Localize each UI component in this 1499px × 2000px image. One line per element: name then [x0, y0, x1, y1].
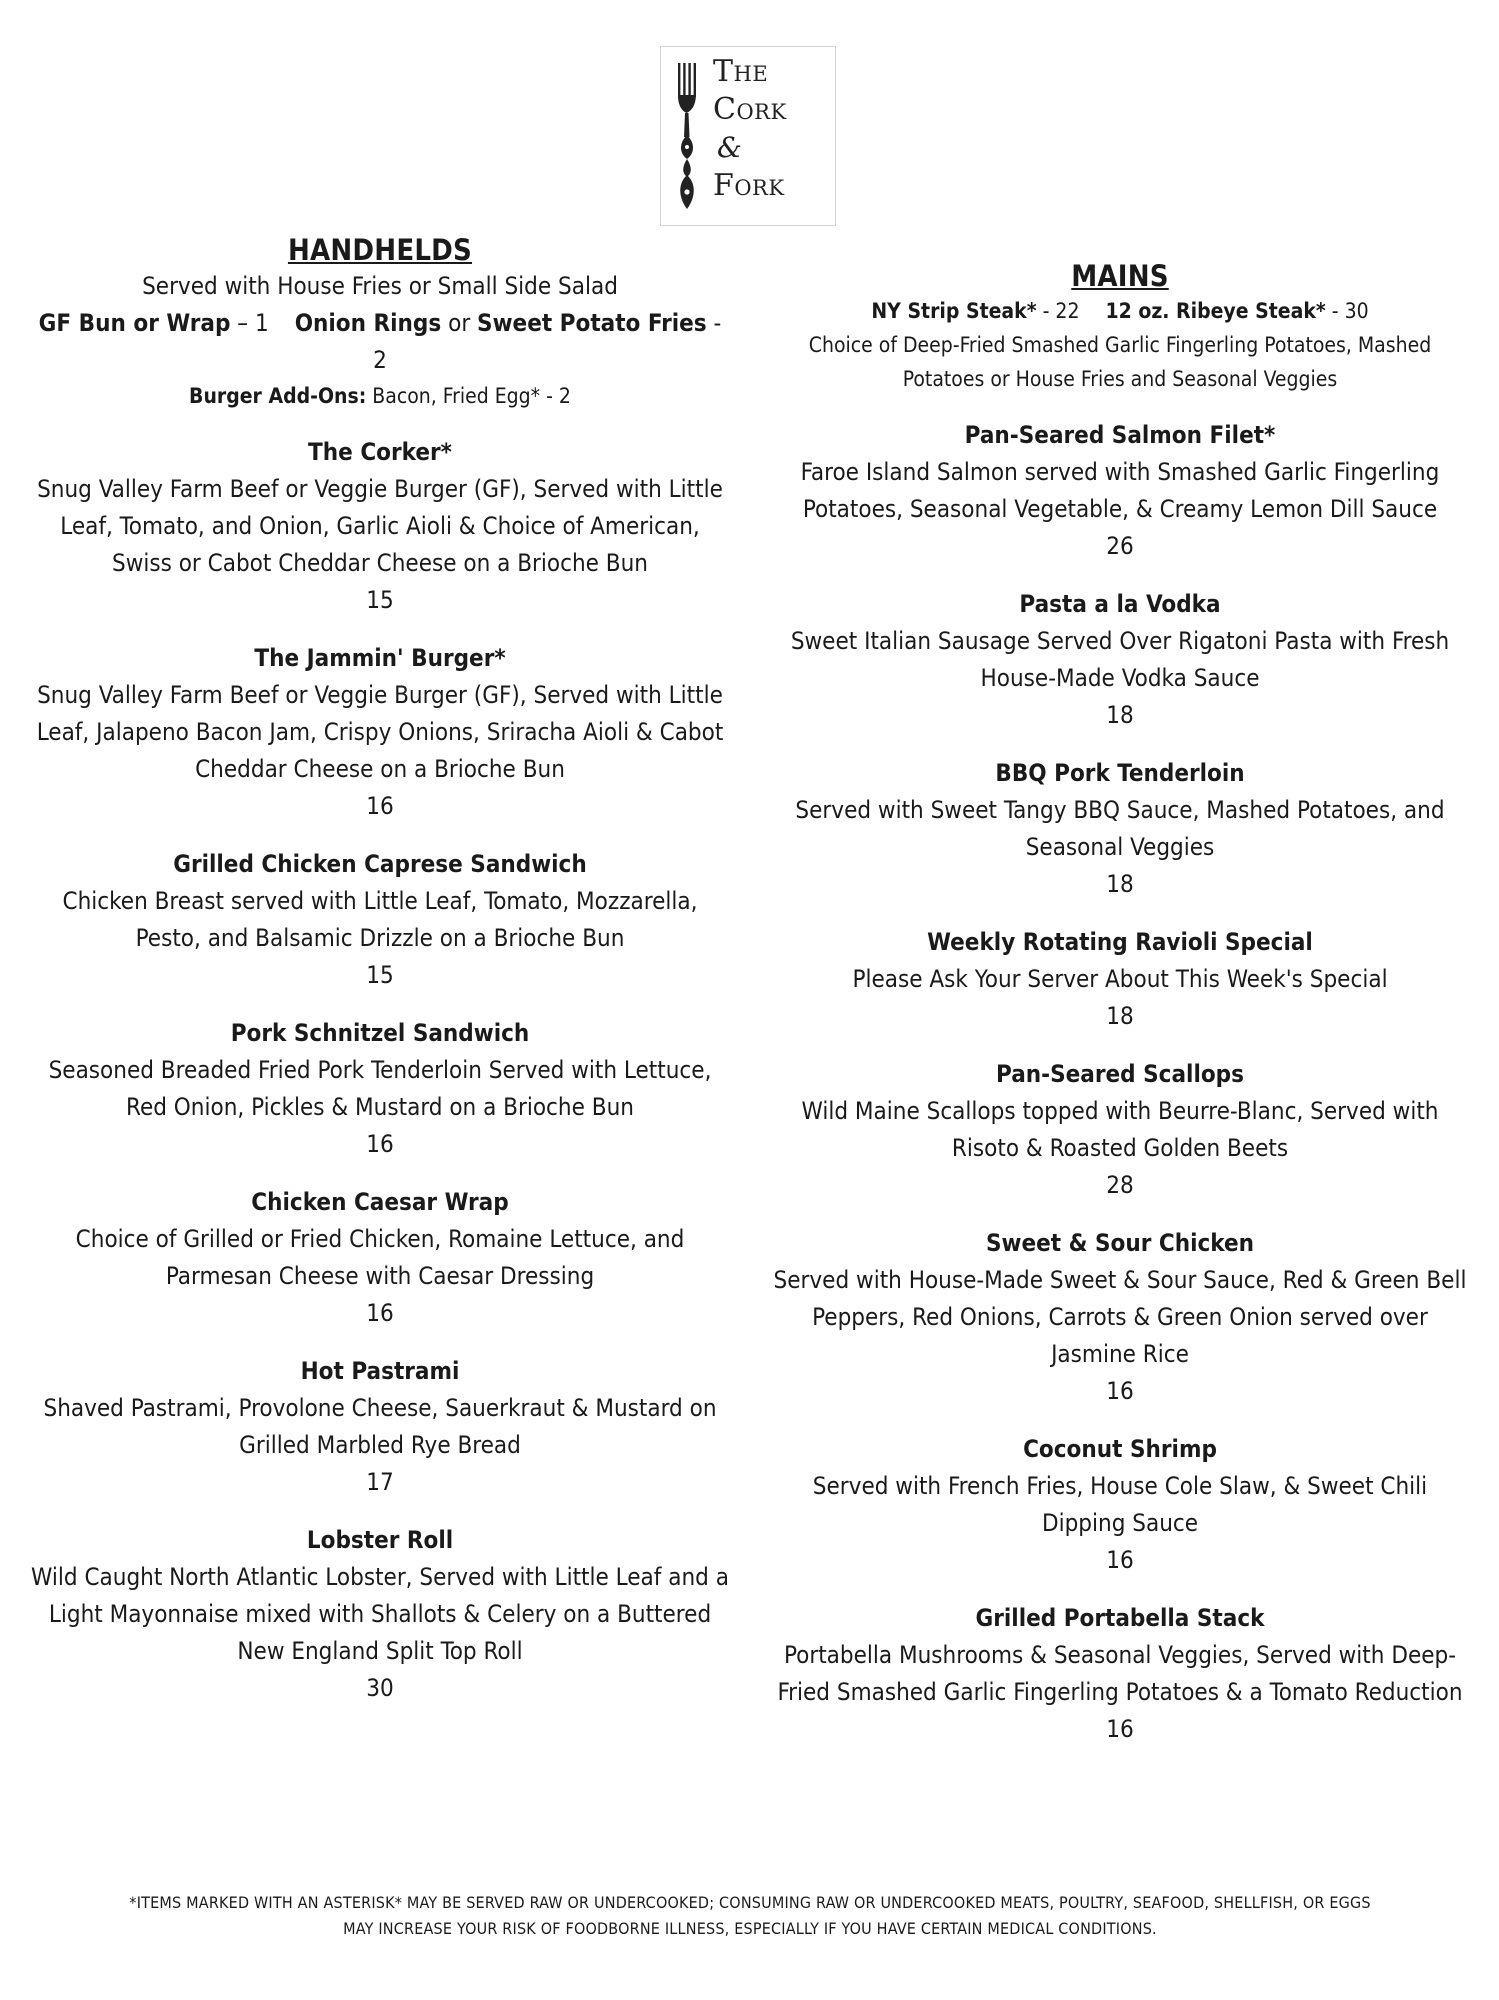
menu-item [770, 1600, 1470, 1748]
mains-section [770, 258, 1470, 1748]
logo-line-fork: Fork [713, 168, 785, 203]
item-description: Shaved Pastrami, Provolone Cheese, Sauerkraut & Mustard on Grilled Marbled Rye Bread [43, 1394, 717, 1459]
gf-bun-label: GF Bun or Wrap [38, 309, 231, 337]
sweet-potato-fries-label: Sweet Potato Fries [477, 309, 707, 337]
item-price: 15 [366, 961, 394, 989]
logo-line-cork: Cork [713, 92, 787, 127]
handhelds-served-with: Served with House Fries or Small Side Salad [142, 272, 618, 300]
item-price: 16 [1106, 1377, 1134, 1405]
item-price: 26 [1106, 532, 1134, 560]
item-description: Seasoned Breaded Fried Pork Tenderloin Served with Lettuce, Red Onion, Pickles & Mustard on a Brioche Bun [48, 1056, 712, 1121]
item-price: 18 [1106, 870, 1134, 898]
burger-addons [30, 379, 730, 413]
onion-rings-label: Onion Rings [294, 309, 442, 337]
restaurant-logo [660, 46, 836, 226]
item-description: Wild Maine Scallops topped with Beurre-Blanc, Served with Risoto & Roasted Golden Beets [801, 1097, 1439, 1162]
menu-item [770, 586, 1470, 734]
item-description: Faroe Island Salmon served with Smashed Garlic Fingerling Potatoes, Seasonal Vegetable, & Creamy Lemon Dill Sauce [800, 458, 1440, 523]
handhelds-title: HANDHELDS [287, 233, 473, 267]
ribeye-label: 12 oz. Ribeye Steak* [1105, 299, 1326, 323]
item-price: 16 [1106, 1546, 1134, 1574]
item-name: Hot Pastrami [300, 1357, 460, 1385]
gf-bun-price: – 1 [230, 309, 269, 337]
menu-item [30, 1184, 730, 1332]
item-description: Sweet Italian Sausage Served Over Rigatoni Pasta with Fresh House-Made Vodka Sauce [790, 627, 1450, 692]
ny-strip-label: NY Strip Steak* [871, 299, 1037, 323]
item-price: 18 [1106, 701, 1134, 729]
item-price: 16 [366, 1130, 394, 1158]
menu-item [770, 417, 1470, 565]
menu-item [30, 434, 730, 619]
ny-strip-price: - 22 [1036, 299, 1080, 323]
burger-addons-label: Burger Add-Ons: [189, 384, 367, 408]
handhelds-section [30, 232, 730, 1707]
item-description: Portabella Mushrooms & Seasonal Veggies, Served with Deep-Fried Smashed Garlic Fingerling Potatoes & a Tomato Reduction [777, 1641, 1463, 1706]
item-name: Chicken Caesar Wrap [251, 1188, 509, 1216]
item-description: Served with Sweet Tangy BBQ Sauce, Mashed Potatoes, and Seasonal Veggies [795, 796, 1445, 861]
item-description: Served with French Fries, House Cole Slaw, & Sweet Chili Dipping Sauce [812, 1472, 1428, 1537]
item-description: Choice of Grilled or Fried Chicken, Romaine Lettuce, and Parmesan Cheese with Caesar Dressing [75, 1225, 685, 1290]
menu-item [770, 1056, 1470, 1204]
menu-item [30, 640, 730, 825]
item-price: 28 [1106, 1171, 1134, 1199]
fries-upgrade-price: - 2 [373, 309, 722, 374]
item-price: 16 [366, 792, 394, 820]
advisory-line-2: MAY INCREASE YOUR RISK OF FOODBORNE ILLNESS, ESPECIALLY IF YOU HAVE CERTAIN MEDICAL CONDITIONS. [343, 1919, 1157, 1938]
item-price: 15 [366, 586, 394, 614]
item-description: Wild Caught North Atlantic Lobster, Served with Little Leaf and a Light Mayonnaise mixed with Shallots & Celery on a Buttered New England Split Top Roll [31, 1563, 729, 1665]
logo-ampersand: & [717, 131, 743, 164]
item-description: Snug Valley Farm Beef or Veggie Burger (GF), Served with Little Leaf, Jalapeno Bacon Jam, Crispy Onions, Sriracha Aioli & Cabot Cheddar Cheese on a Brioche Bun [36, 681, 724, 783]
item-name: Pan-Seared Scallops [996, 1060, 1244, 1088]
item-name: The Jammin' Burger* [254, 644, 506, 672]
item-name: Sweet & Sour Chicken [985, 1229, 1255, 1257]
menu-item [770, 1431, 1470, 1579]
handhelds-options [30, 305, 730, 379]
ribeye-price: - 30 [1325, 299, 1369, 323]
item-price: 17 [366, 1468, 394, 1496]
menu-item [770, 1225, 1470, 1410]
item-name: BBQ Pork Tenderloin [995, 759, 1245, 787]
item-price: 16 [366, 1299, 394, 1327]
item-name: Weekly Rotating Ravioli Special [927, 928, 1313, 956]
item-price: 30 [366, 1674, 394, 1702]
advisory-line-1: *ITEMS MARKED WITH AN ASTERISK* MAY BE SERVED RAW OR UNDERCOOKED; CONSUMING RAW OR UNDERCOOKED MEATS, POULTRY, SEAFOOD, SHELLFISH, OR EGGS [129, 1893, 1371, 1912]
item-name: Lobster Roll [306, 1526, 454, 1554]
item-name: The Corker* [308, 438, 452, 466]
steak-description: Choice of Deep-Fried Smashed Garlic Fingerling Potatoes, Mashed Potatoes or House Fries and Seasonal Veggies [808, 333, 1432, 391]
menu-item [770, 755, 1470, 903]
item-name: Pork Schnitzel Sandwich [230, 1019, 530, 1047]
menu-item [30, 1522, 730, 1707]
item-name: Pan-Seared Salmon Filet* [964, 421, 1276, 449]
item-name: Coconut Shrimp [1023, 1435, 1217, 1463]
item-description: Please Ask Your Server About This Week's Special [852, 965, 1388, 993]
menu-item [770, 924, 1470, 1035]
item-price: 18 [1106, 1002, 1134, 1030]
menu-item [30, 1353, 730, 1501]
item-price: 16 [1106, 1715, 1134, 1743]
fork-icon [675, 59, 701, 215]
burger-addons-text: Bacon, Fried Egg* - 2 [366, 384, 571, 408]
item-name: Grilled Chicken Caprese Sandwich [173, 850, 587, 878]
logo-line-the: The [713, 54, 769, 89]
options-or: or [441, 309, 478, 337]
item-name: Pasta a la Vodka [1019, 590, 1221, 618]
item-description: Served with House-Made Sweet & Sour Sauce, Red & Green Bell Peppers, Red Onions, Carrots & Green Onion served over Jasmine Rice [773, 1266, 1467, 1368]
consumer-advisory [100, 1890, 1400, 1942]
item-description: Snug Valley Farm Beef or Veggie Burger (GF), Served with Little Leaf, Tomato, and Onion, Garlic Aioli & Choice of American, Swiss or Cabot Cheddar Cheese on a Brioche Bun [37, 475, 723, 577]
steak-options [770, 294, 1470, 328]
menu-item [30, 846, 730, 994]
menu-item [30, 1015, 730, 1163]
item-name: Grilled Portabella Stack [975, 1604, 1265, 1632]
mains-title: MAINS [1071, 259, 1169, 293]
item-description: Chicken Breast served with Little Leaf, Tomato, Mozzarella, Pesto, and Balsamic Drizzle on a Brioche Bun [62, 887, 698, 952]
